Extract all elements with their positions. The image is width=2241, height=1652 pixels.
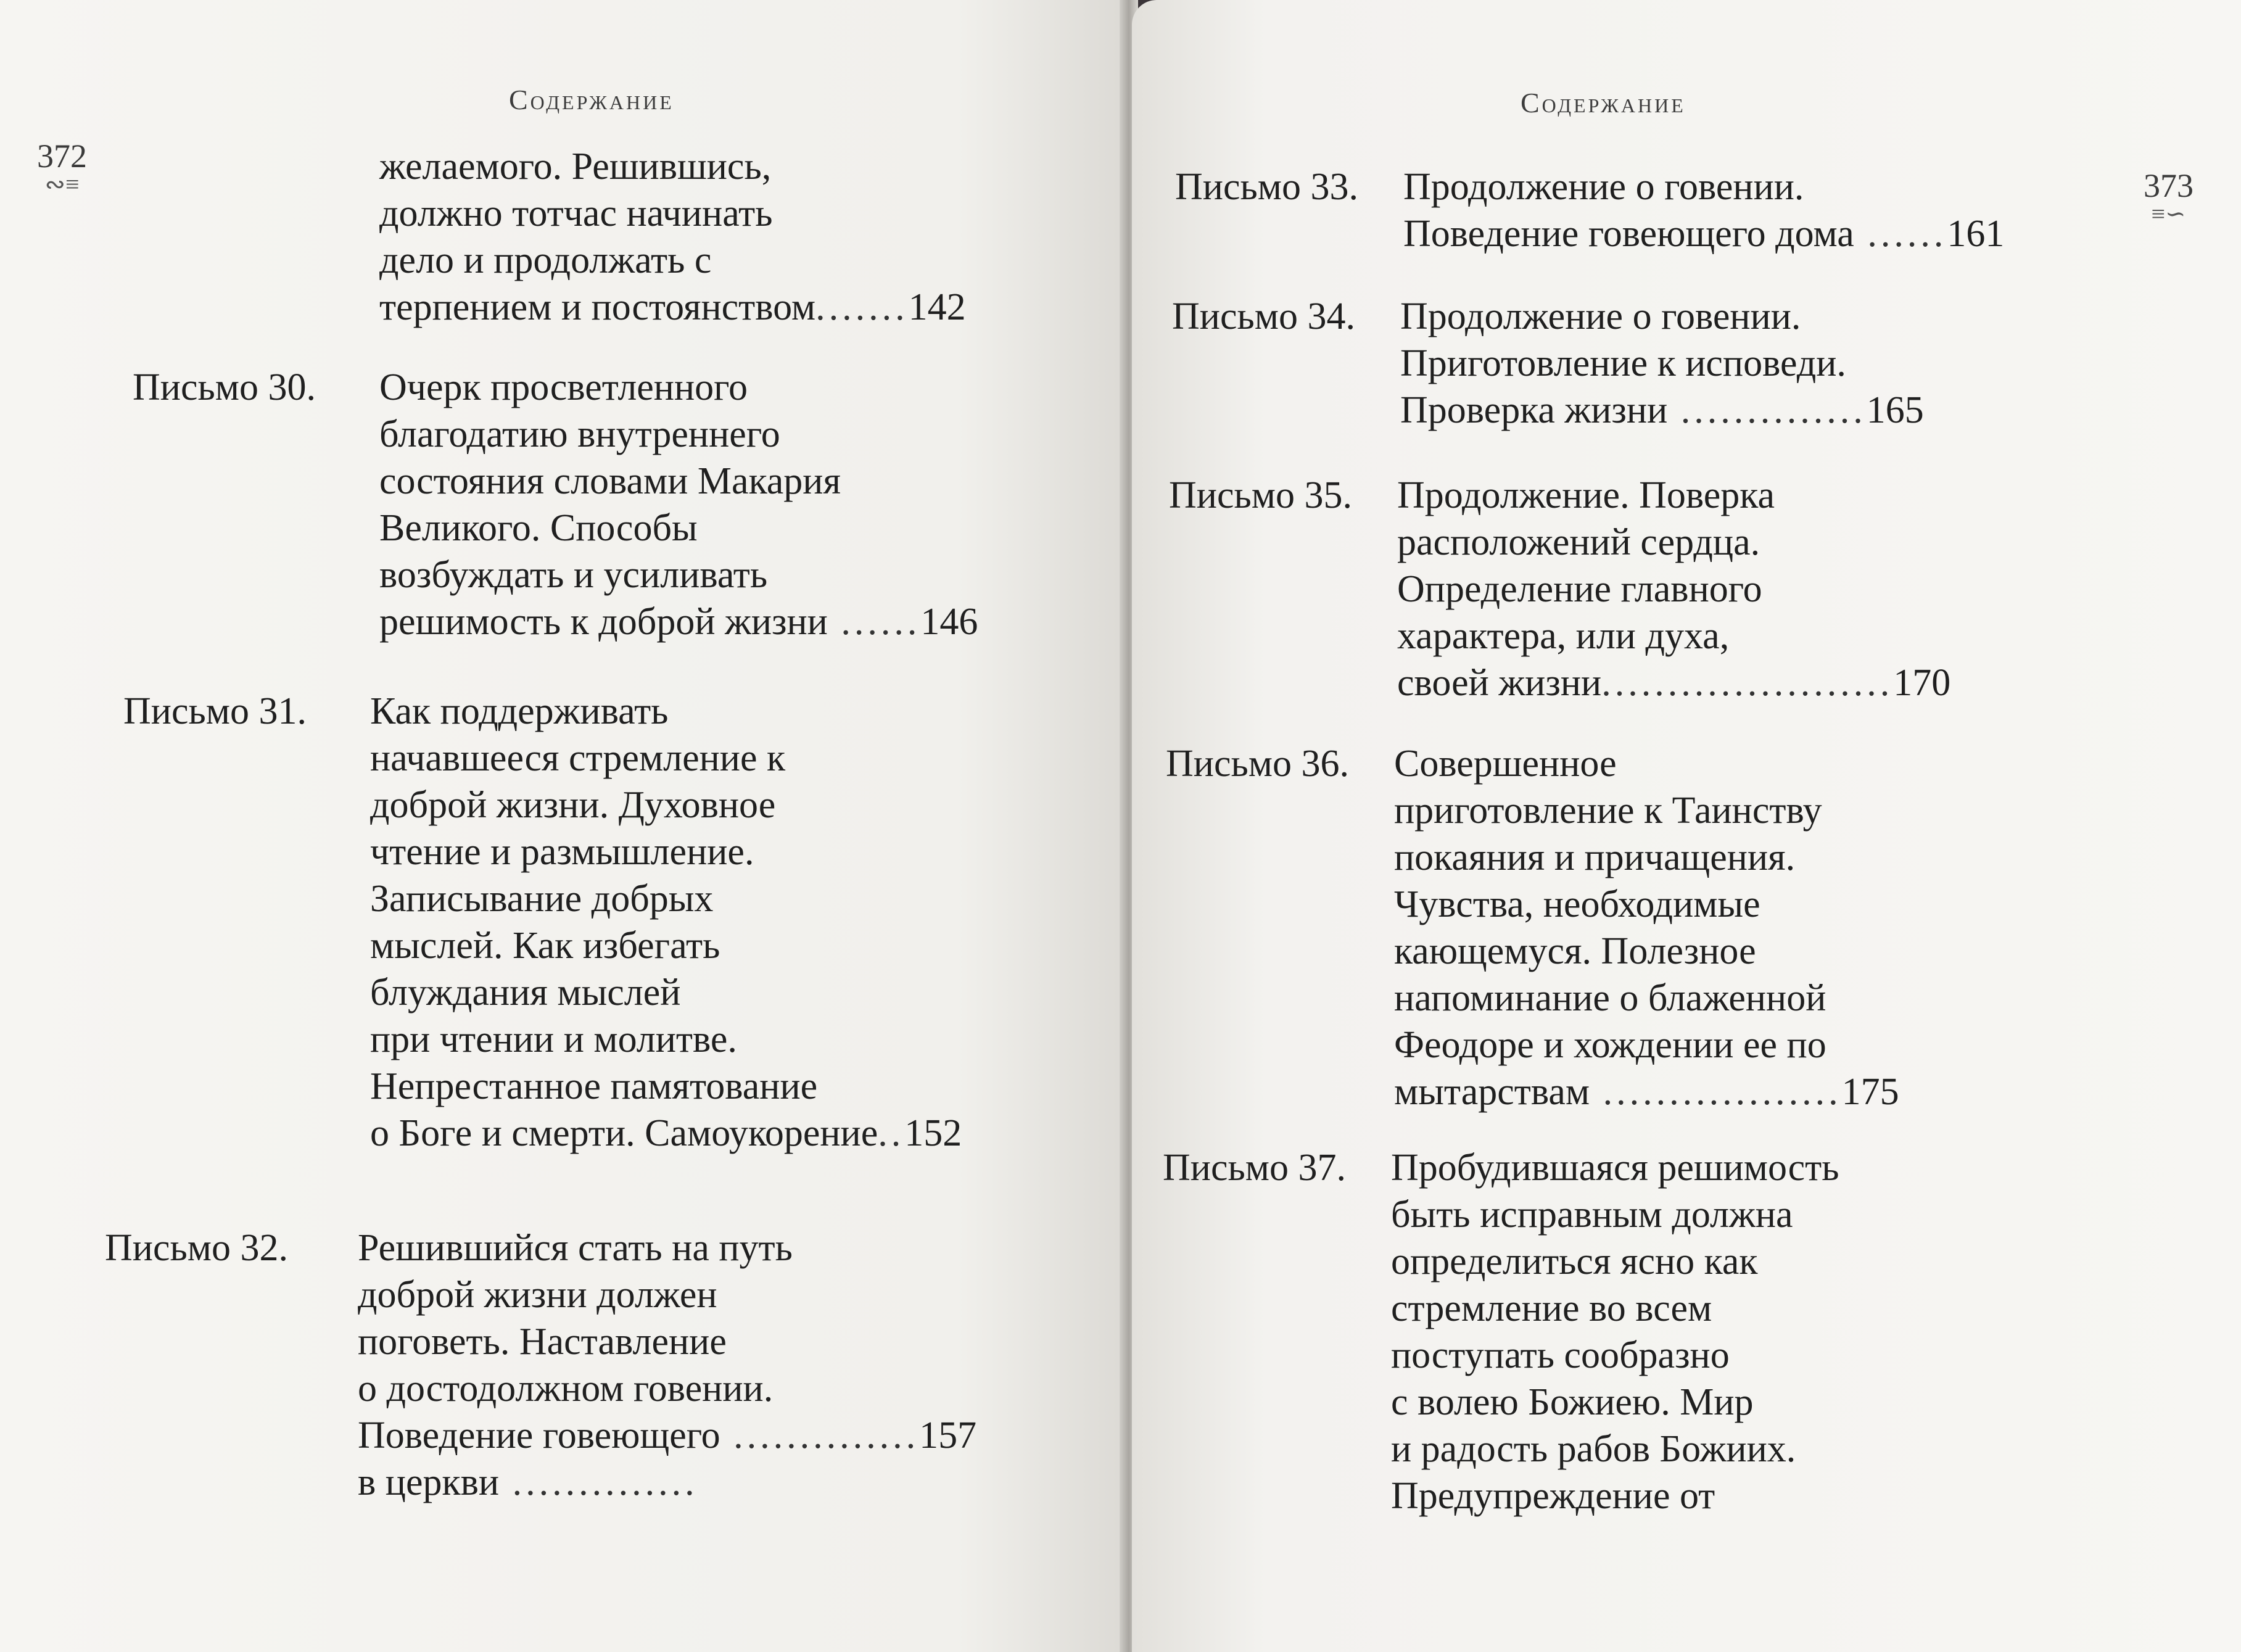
entry-text: Пробудившаяся решимость быть исправным должна определиться ясно как стремление во всем поступать сообразно с волею Божиею. Мир и радость рабов Божиих. Предупреждение от [1391,1147,1839,1517]
page-number [2144,167,2194,228]
page-ref: 152 [904,1112,962,1154]
entry-text: Продолжение о говении. Поведение говеющего дома ......161 [1403,166,2005,255]
page-ref: 165 [1866,389,1924,431]
running-head: Содержание [1521,87,1686,118]
entry-text: Решившийся стать на путь доброй жизни должен поговеть. Наставление о достодолжном говении. Поведение говеющего ..............157 в церкви .............. [358,1227,977,1503]
letter-label: Письмо 30. [133,366,316,408]
page-number [37,137,87,198]
entry-text: желаемого. Решившись, должно тотчас начинать дело и продолжать с терпением и постоянством.......142 [379,146,966,328]
folio-number: 373 [2144,167,2194,204]
folio-ornament-icon: ≡∽ [2151,200,2186,228]
folio-number: 372 [37,138,87,175]
page-ref: 157 [919,1415,977,1456]
running-head: Содержание [509,84,674,115]
entry-text: Совершенное приготовление к Таинству покаяния и причащения. Чувства, необходимые кающемуся. Полезное напоминание о блаженной Феодоре и хождении ее по мытарствам ..................175 [1394,743,1899,1113]
letter-label: Письмо 35. [1169,474,1352,516]
entry-text: Продолжение. Поверка расположений сердца. Определение главного характера, или духа, своей жизни......................170 [1397,474,1951,704]
page-ref: 161 [1947,213,2005,255]
page-ref: 146 [920,601,978,643]
letter-label: Письмо 36. [1166,743,1349,785]
page-ref: 175 [1841,1071,1899,1113]
letter-label: Письмо 31. [123,690,307,732]
page-ref: 170 [1893,662,1951,704]
entry-text: Как поддерживать начавшееся стремление к доброй жизни. Духовное чтение и размышление. Записывание добрых мыслей. Как избегать блуждания мыслей при чтении и молитве. Непрестанное памятование о Боге и смерти. Самоукорение..152 [370,690,962,1154]
entry-text: Очерк просветленного благодатию внутреннего состояния словами Макария Великого. Способы возбуждать и усиливать решимость к доброй жизни ......146 [379,366,978,643]
letter-label: Письмо 33. [1175,166,1358,208]
letter-label: Письмо 37. [1163,1147,1346,1189]
right-page [1132,0,2241,1652]
letter-label: Письмо 34. [1172,295,1355,337]
page-ref: 142 [908,286,966,328]
entry-text: Продолжение о говении. Приготовление к исповеди. Проверка жизни ..............165 [1400,295,1924,431]
folio-ornament-icon: ∾≡ [44,170,80,198]
letter-label: Письмо 32. [105,1227,288,1269]
